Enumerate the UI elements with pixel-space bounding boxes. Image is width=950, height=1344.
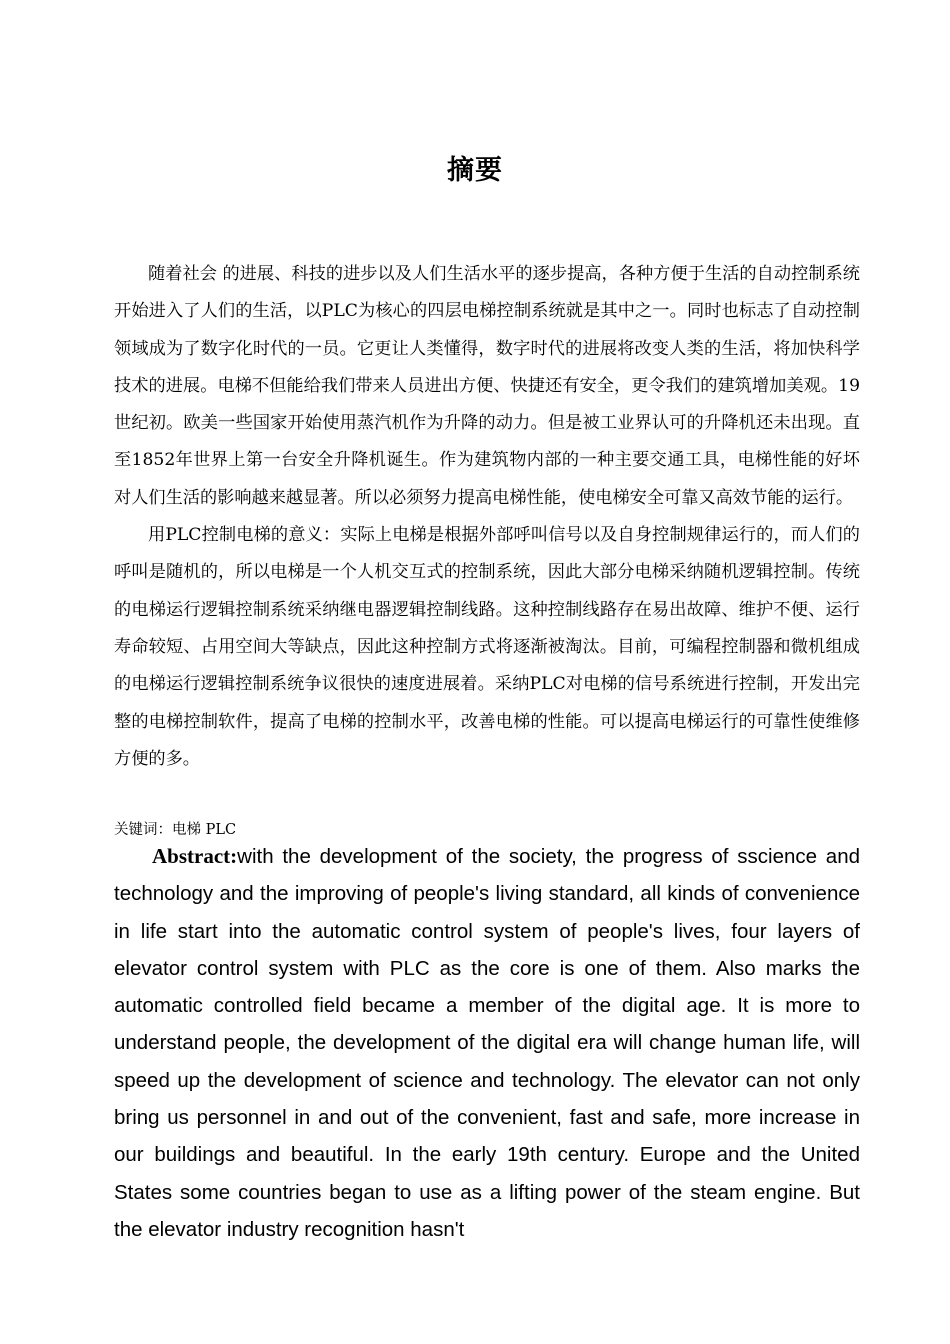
chinese-abstract <box>114 256 860 778</box>
keywords-line: 关键词：电梯 PLC <box>114 822 237 838</box>
chinese-paragraph-2: 用PLC控制电梯的意义：实际上电梯是根据外部呼叫信号以及自身控制规律运行的，而人们的呼叫是随机的，所以电梯是一个人机交互式的控制系统，因此大部分电梯采纳随机逻辑控制。传统的电梯运行逻辑控制系统采纳继电器逻辑控制线路。这种控制线路存在易出故障、维护不便、运行寿命较短、占用空间大等缺点，因此这种控制方式将逐渐被淘汰。目前，可编程控制器和微机组成的电梯运行逻辑控制系统争议很快的速度进展着。采纳PLC对电梯的信号系统进行控制，开发出完整的电梯控制软件，提高了电梯的控制水平，改善电梯的性能。可以提高电梯运行的可靠性使维修方便的多。 <box>114 525 860 769</box>
abstract-text: with the development of the society, the progress of sscience and technology and the improving of people's living standard, all kinds of convenience in life start into the automatic control system of people's lives, four layers of elevator control system with PLC as the core is one of them. Also marks the automatic controlled field became a member of the digital age. It is more to understand people, the development of the digital era will change human life, will speed up the development of science and technology. The elevator can not only bring us personnel in and out of the convenient, fast and safe, more increase in our buildings and beautiful. In the early 19th century. Europe and the United States some countries began to use as a lifting power of the steam engine. But the elevator industry recognition hasn't <box>114 845 860 1241</box>
english-abstract <box>114 838 860 1248</box>
abstract-label: Abstract: <box>152 844 238 868</box>
chinese-paragraph-1: 随着社会 的进展、科技的进步以及人们生活水平的逐步提高，各种方便于生活的自动控制系统开始进入了人们的生活，以PLC为核心的四层电梯控制系统就是其中之一。同时也标志了自动控制领域成为了数字化时代的一员。它更让人类懂得，数字时代的进展将改变人类的生活，将加快科学技术的进展。电梯不但能给我们带来人员进出方便、快捷还有安全，更令我们的建筑增加美观。19世纪初。欧美一些国家开始使用蒸汽机作为升降的动力。但是被工业界认可的升降机还未出现。直至1852年世界上第一台安全升降机诞生。作为建筑物内部的一种主要交通工具，电梯性能的好坏对人们生活的影响越来越显著。所以必须努力提高电梯性能，使电梯安全可靠又高效节能的运行。 <box>114 264 860 508</box>
page-title: 摘要 <box>447 155 503 186</box>
